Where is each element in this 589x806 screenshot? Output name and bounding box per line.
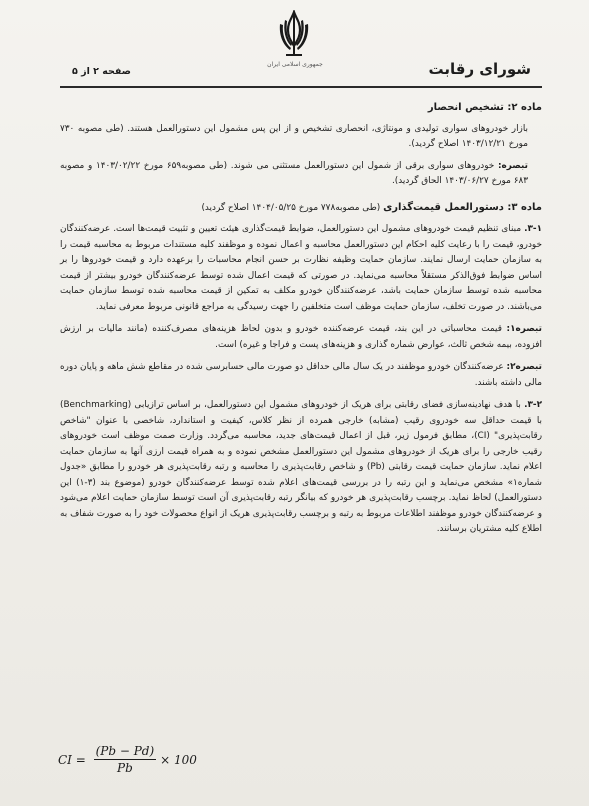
paragraph-1-text: مبنای تنظیم قیمت خودروهای مشمول این دستورالعمل، ضوابط قیمت‌گذاری هیئت تعیین و تثبیت قیمت‌ها است. عرضه‌کنندگان خودرو، قیمت را با رعایت کلیه احکام این دستورالعمل محاسبه و اعمال نموده و موظفند کلیه مستندات مربوط به محاسبه قیمت را به سازمان حمایت ارسال نمایند. سازمان حمایت وظیفه نظارت بر حسن انجام محاسبات را برعهده دارد و قیمت خودروها را بر اساس ضوابط فوق‌الذکر مستقلاً محاسبه می‌نماید. در صورتی که قیمت اعمال شده توسط عرضه‌کنندگان خودرو بیشتر از قیمت محاسبه شده توسط سازمان حمایت باشد، عرضه‌کنندگان خودرو مکلف به تمکین از قیمت محاسبه شده توسط سازمان حمایت می‌باشند. در صورت تخلف، سازمان حمایت موظف است متخلفین را جهت رسیدگی به مراجع قانونی مربوط معرفی نماید. xyxy=(60,224,542,312)
paragraph-2-text: با هدف نهادینه‌سازی فضای رقابتی برای هریک از خودروهای مشمول این دستورالعمل، بر اساس ترازیابی (Benchmarking) با قیمت حداقل سه خودروی رقیب (مشابه) خارجی همرده از نظر کلاس، کیفیت و استاندارد، شاخصی با عنوان "شاخص رقابت‌پذیری" (CI)، مطابق فرمول زیر، قبل از اعمال قیمت‌های جدید، محاسبه می‌گردد. وزارت صمت موظف است خودروهای رقیب خارجی را برای هریک از خودروهای مشمول این دستورالعمل مشخص نموده و به همراه قیمت ارزی آنها به سازمان حمایت اعلام نماید. سازمان حمایت قیمت رقابتی (Pb) و شاخص رقابت‌پذیری را محاسبه و رتبه رقابت‌پذیری هر خودرو را مطابق «جدول شماره۱» مشخص می‌نماید و این رتبه را در بررسی قیمت‌های اعلام شده توسط عرضه‌کنندگان خودرو (موضوع بند (۳-۱) این دستورالعمل) لحاظ نماید. برچسب رقابت‌پذیری هر خودرو که بیانگر رتبه رقابت‌پذیری آن است توسط سازمان حمایت اعلام می‌شود و عرضه‌کنندگان خودرو موظفند اطلاعات مربوط به رتبه و برچسب رقابت‌پذیری هریک از انواع محصولات خود را به صورت شفاف به اطلاع کلیه مشتریان برسانند. xyxy=(60,400,542,534)
organization-title: شورای رقابت xyxy=(428,60,531,78)
formula-multiplier: × 100 xyxy=(160,752,197,767)
section3-heading-title: ماده ۳: دستورالعمل قیمت‌گذاری xyxy=(383,201,542,213)
section3-heading-note: (طی مصوبه۷۷۸ مورخ ۱۴۰۴/۰۵/۲۵ اصلاح گردید) xyxy=(201,202,384,213)
note-1-label: تبصره۱: xyxy=(506,324,542,334)
note-2-label: تبصره۲: xyxy=(506,362,542,372)
section2-heading: ماده ۲: تشخیص انحصار xyxy=(427,102,542,113)
section2-text: بازار خودروهای سواری تولیدی و مونتاژی، انحصاری تشخیص و از این پس مشمول این دستورالعمل هستند. (طی مصوبه ۷۳۰ مورخ ۱۴۰۳/۱۲/۲۱ اصلاح گردید). xyxy=(60,123,528,149)
iran-emblem-icon xyxy=(276,10,312,58)
section2-note-text: خودروهای سواری برقی از شمول این دستورالعمل مستثنی می شوند. (طی مصوبه۶۵۹ مورخ ۱۴۰۳/۰۲/۲۲ و مصوبه ۶۸۳ مورخ ۱۴۰۳/۰۶/۲۷ الحاق گردید). xyxy=(60,160,528,186)
formula-equals-sign: = xyxy=(71,752,90,767)
page-number: صفحه ۲ از ۵ xyxy=(72,66,131,77)
note-2-text: عرضه‌کنندگان خودرو موظفند در یک سال مالی حداقل دو صورت مالی حسابرسی شده در مقاطع شش ماهه و پایان دوره مالی داشته باشند. xyxy=(60,362,542,388)
section2-note-label: تبصره: xyxy=(497,160,528,171)
ci-formula xyxy=(58,744,197,775)
document-body xyxy=(60,92,542,538)
section3-paragraph-2 xyxy=(60,398,542,538)
formula-denominator: Pb xyxy=(117,761,133,775)
section2-note xyxy=(60,159,542,190)
section3-paragraph-1 xyxy=(60,222,542,315)
formula-numerator: (Pb − Pd) xyxy=(95,744,155,758)
section3-note-2 xyxy=(60,360,542,391)
formula-lhs: CI xyxy=(58,752,72,767)
section3-note-1 xyxy=(60,322,542,353)
section3-heading xyxy=(60,200,542,217)
formula-fraction xyxy=(94,744,157,775)
note-1-text: قیمت محاسباتی در این بند، قیمت عرضه‌کننده خودرو و بدون لحاظ هزینه‌های مصرف‌کننده (مانند مالیات بر ارزش افزوده، بیمه شخص ثالث، عوارض شماره گذاری و هزینه‌های پست و فراجا و غیره) است. xyxy=(60,324,542,350)
paragraph-1-label: ۳-۱. xyxy=(524,224,542,234)
paragraph-2-label: ۳-۲. xyxy=(524,400,542,410)
emblem-caption: جمهوری اسلامی ایران xyxy=(267,61,323,68)
header-divider xyxy=(60,86,542,88)
